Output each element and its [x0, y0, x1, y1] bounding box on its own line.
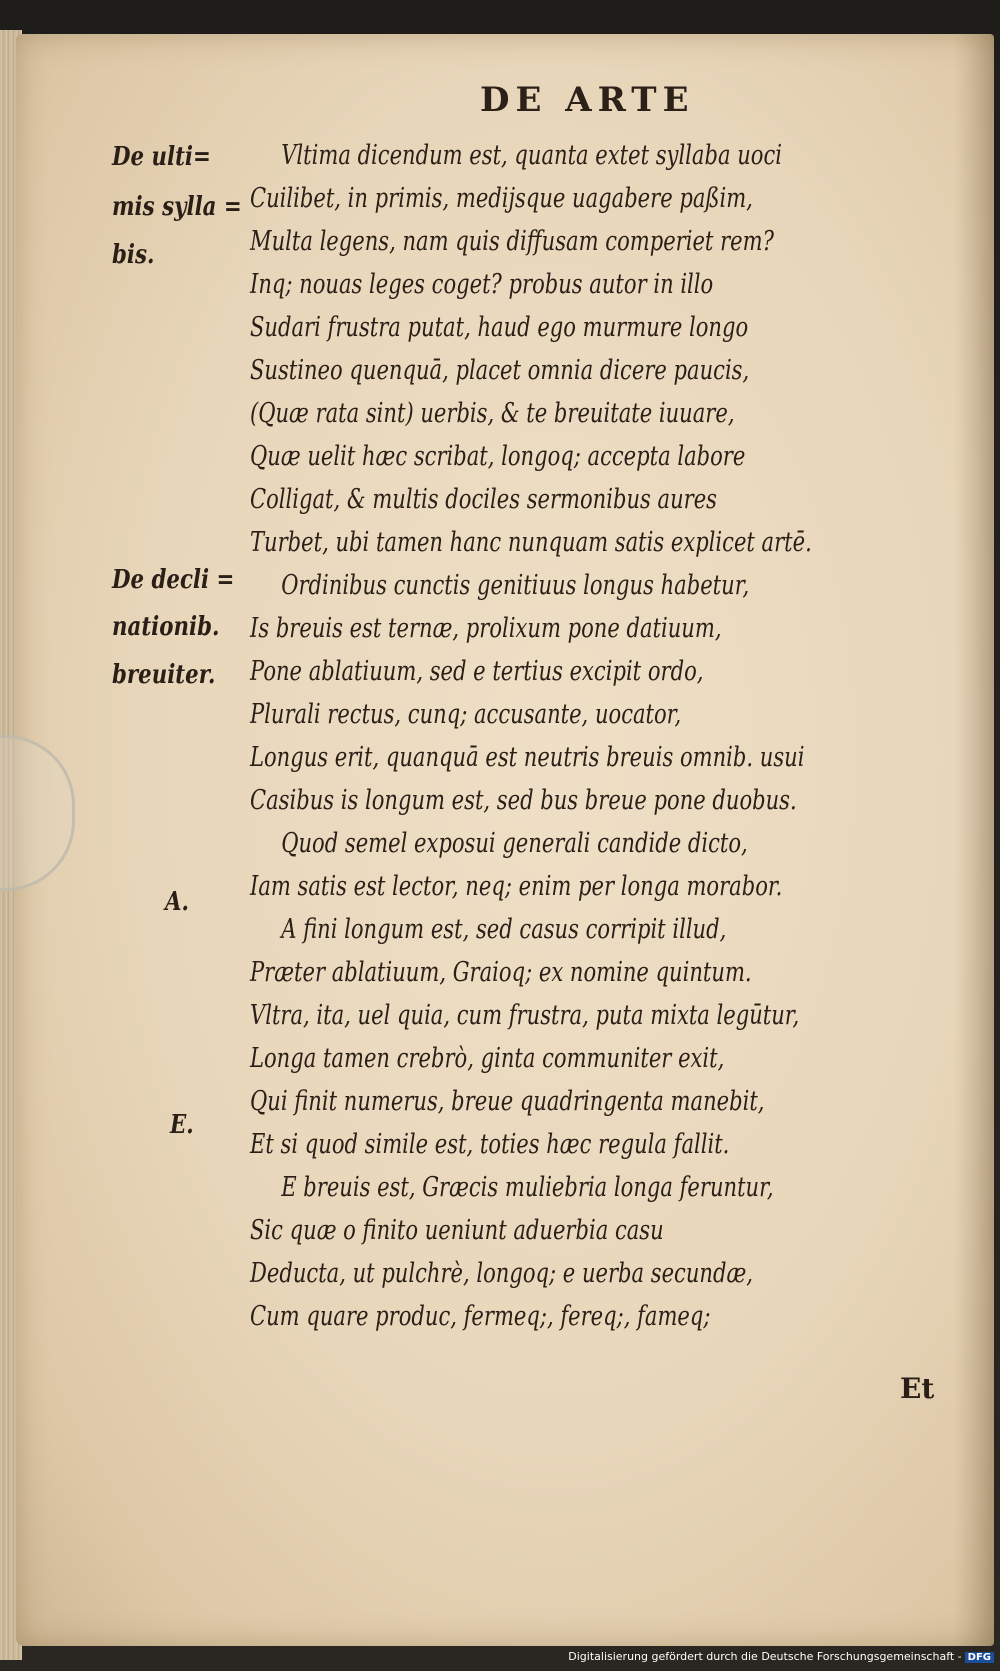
verse-line: Inq; nouas leges coget? probus autor in illo [250, 269, 714, 300]
verse-line: Deducta, ut pulchrè, longoq; e uerba secundæ, [250, 1258, 753, 1289]
margin-note-line: nationib. [112, 612, 220, 642]
verse-line: (Quæ rata sint) uerbis, & te breuitate iuuare, [250, 398, 735, 429]
verse-line: Iam satis est lector, neq; enim per longa morabor. [250, 871, 783, 902]
verse-line: Quæ uelit hæc scribat, longoq; accepta labore [250, 441, 746, 472]
verse-line: Qui finit numerus, breue quadringenta manebit, [250, 1086, 765, 1117]
verse-line: Quod semel exposui generali candide dicto, [281, 828, 748, 859]
margin-note-letter: E. [170, 1110, 194, 1140]
margin-note-line: De ulti= [112, 142, 211, 172]
verse-line: Casibus is longum est, sed bus breue pone duobus. [250, 785, 797, 816]
verse-line: Sustineo quenquā, placet omnia dicere paucis, [250, 355, 750, 386]
margin-note-letter: A. [165, 887, 189, 917]
margin-note-line: De decli = [112, 565, 235, 595]
verse-line: Sudari frustra putat, haud ego murmure longo [250, 312, 749, 343]
margin-note-line: mis sylla = [112, 192, 242, 222]
digitization-credit [568, 1650, 994, 1663]
margin-note-line: bis. [112, 240, 155, 270]
credit-text: Digitalisierung gefördert durch die Deutsche Forschungsgemeinschaft - [568, 1650, 962, 1663]
verse-line: Plurali rectus, cunq; accusante, uocator, [250, 699, 682, 730]
verse-line: Vltima dicendum est, quanta extet syllaba uoci [281, 140, 782, 171]
verse-line: Pone ablatiuum, sed e tertius excipit ordo, [250, 656, 704, 687]
dfg-logo: DFG [965, 1652, 994, 1663]
verse-line: Longa tamen crebrò, ginta communiter exit, [250, 1043, 725, 1074]
running-header: DE ARTE [480, 80, 695, 120]
verse-line: Ordinibus cunctis genitiuus longus habetur, [281, 570, 750, 601]
spine-shadow [954, 34, 994, 1646]
catchword: Et [900, 1372, 935, 1405]
verse-line: E breuis est, Græcis muliebria longa feruntur, [281, 1172, 774, 1203]
verse-line: Colligat, & multis dociles sermonibus aures [250, 484, 717, 515]
verse-line: A fini longum est, sed casus corripit illud, [281, 914, 727, 945]
verse-line: Is breuis est ternæ, prolixum pone datiuum, [250, 613, 722, 644]
verse-line: Et si quod simile est, toties hæc regula fallit. [250, 1129, 730, 1160]
verse-line: Multa legens, nam quis diffusam comperiet rem? [250, 226, 774, 257]
verse-line: Vltra, ita, uel quia, cum frustra, puta mixta legūtur, [250, 1000, 800, 1031]
verse-line: Longus erit, quanquā est neutris breuis omnib. usui [250, 742, 805, 773]
verse-line: Cuilibet, in primis, medijsque uagabere paßim, [250, 183, 753, 214]
margin-note-line: breuiter. [112, 660, 216, 690]
verse-line: Cum quare produc, fermeq;, fereq;, fameq; [250, 1301, 711, 1332]
verse-line: Sic quæ o finito ueniunt aduerbia casu [250, 1215, 664, 1246]
verse-line: Turbet, ubi tamen hanc nunquam satis explicet artē. [250, 527, 812, 558]
verse-line: Præter ablatiuum, Graioq; ex nomine quintum. [250, 957, 752, 988]
